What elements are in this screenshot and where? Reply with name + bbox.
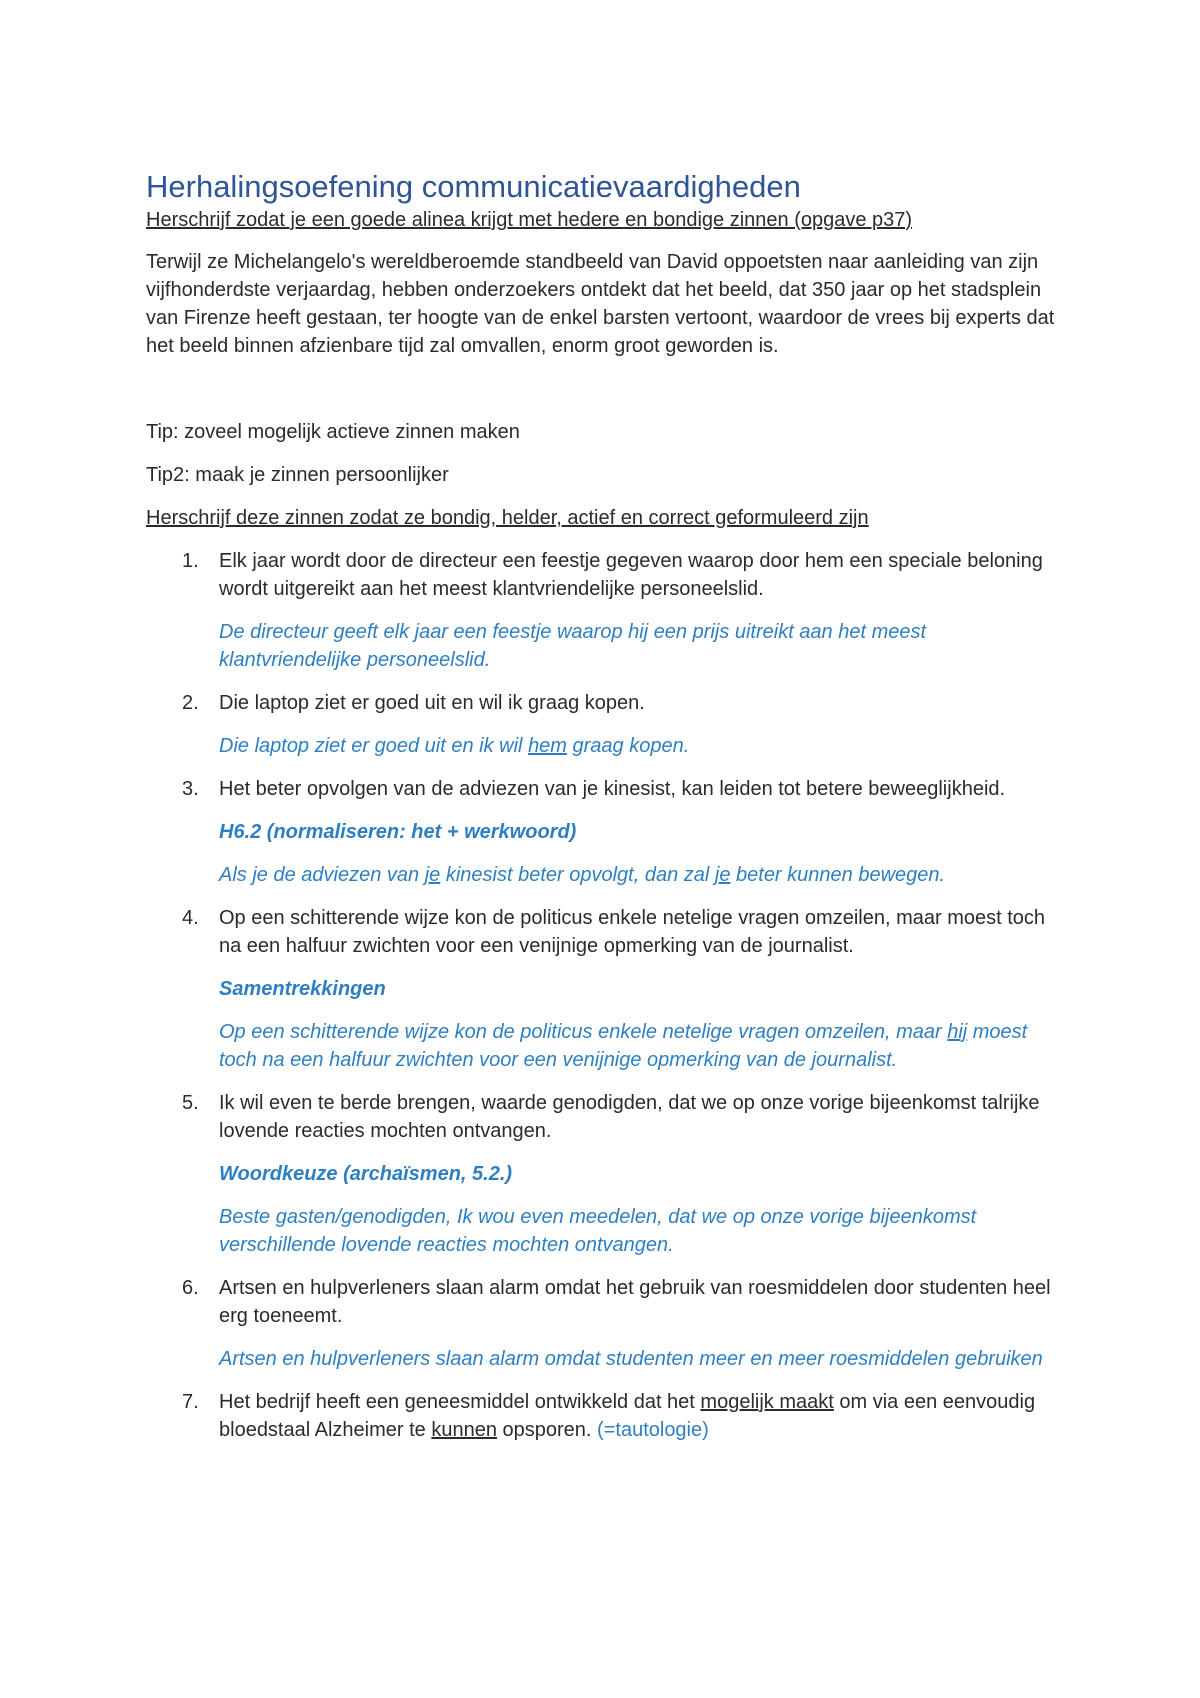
tip-2: Tip2: maak je zinnen persoonlijker (146, 464, 449, 486)
sentence-text: Het bedrijf heeft een geneesmiddel ontwikkeld dat het (219, 1391, 701, 1413)
exercise-number: 2. (182, 692, 199, 714)
exercise-label: Samentrekkingen (219, 978, 386, 1000)
answer-text: kinesist beter opvolgt, dan zal (440, 864, 715, 886)
exercise-sentence: Ik wil even te berde brengen, waarde genodigden, dat we op onze vorige bijeenkomst talrijke lovende reacties mochten ontvangen. (219, 1092, 1040, 1142)
exercise-sentence: Het beter opvolgen van de adviezen van je kinesist, kan leiden tot betere beweeglijkheid. (219, 778, 1006, 800)
exercise-item-7 (146, 1388, 1066, 1444)
exercise-label: Woordkeuze (archaïsmen, 5.2.) (219, 1163, 513, 1185)
exercise-number: 5. (182, 1092, 199, 1114)
exercise-list (146, 547, 1066, 1444)
answer-text: moest toch na een halfuur zwichten voor een venijnige opmerking van de journalist. (219, 1021, 1028, 1071)
document-body (146, 168, 1066, 1459)
exercise-answer (219, 732, 1066, 760)
sentence-text: om via een eenvoudig bloedstaal Alzheimer te (219, 1391, 1036, 1441)
exercise-answer: Artsen en hulpverleners slaan alarm omdat studenten meer en meer roesmiddelen gebruiken (219, 1348, 1043, 1370)
exercise-number: 3. (182, 778, 199, 800)
exercise-number: 4. (182, 907, 199, 929)
exercise-sentence: Artsen en hulpverleners slaan alarm omdat het gebruik van roesmiddelen door studenten heel erg toeneemt. (219, 1277, 1051, 1327)
answer-underlined: je (714, 864, 731, 886)
exercise-number: 1. (182, 550, 199, 572)
exercise-item-2 (146, 689, 1066, 760)
intro-paragraph: Terwijl ze Michelangelo's wereldberoemde standbeeld van David oppoetsten naar aanleiding van zijn vijfhonderdste verjaardag, hebben onderzoekers ontdekt dat het beeld, dat 350 jaar op het stadsplein van Firenze heeft gestaan, ter hoogte van de enkel barsten vertoont, waardoor de vrees bij experts dat het beeld binnen afzienbare tijd zal omvallen, enorm groot geworden is. (146, 251, 1055, 357)
exercise-item-1 (146, 547, 1066, 674)
tip-1: Tip: zoveel mogelijk actieve zinnen maken (146, 421, 520, 443)
sentence-underlined: kunnen (431, 1419, 497, 1441)
exercise-label: H6.2 (normaliseren: het + werkwoord) (219, 821, 577, 843)
sentence-underlined: mogelijk maakt (700, 1391, 834, 1413)
exercise-answer (219, 861, 1066, 889)
exercise-item-6 (146, 1274, 1066, 1373)
exercise-sentence: Op een schitterende wijze kon de politicus enkele netelige vragen omzeilen, maar moest toch na een halfuur zwichten voor een venijnige opmerking van de journalist. (219, 907, 1046, 957)
answer-text: Die laptop ziet er goed uit en ik wil (219, 735, 529, 757)
answer-text: Als je de adviezen van (219, 864, 425, 886)
exercise-item-4 (146, 904, 1066, 1074)
exercise-number: 6. (182, 1277, 199, 1299)
exercise-number: 7. (182, 1391, 199, 1413)
answer-text: beter kunnen bewegen. (730, 864, 946, 886)
answer-underlined: hem (528, 735, 567, 757)
exercise-item-5 (146, 1089, 1066, 1259)
answer-text: graag kopen. (566, 735, 690, 757)
answer-underlined: je (424, 864, 441, 886)
sentence-text: opsporen. (496, 1419, 598, 1441)
exercise-sentence: Die laptop ziet er goed uit en wil ik graag kopen. (219, 692, 645, 714)
exercise-answer: Beste gasten/genodigden, Ik wou even meedelen, dat we op onze vorige bijeenkomst verschillende lovende reacties mochten ontvangen. (219, 1206, 977, 1256)
instruction: Herschrijf deze zinnen zodat ze bondig, helder, actief en correct geformuleerd zijn (146, 507, 869, 529)
exercise-answer (219, 1018, 1066, 1074)
answer-underlined: hij (947, 1021, 968, 1043)
answer-text: Op een schitterende wijze kon de politicus enkele netelige vragen omzeilen, maar (219, 1021, 948, 1043)
tautology-note: (=tautologie) (597, 1419, 709, 1441)
page-title: Herhalingsoefening communicatievaardigheden (146, 169, 801, 204)
exercise-sentence: Elk jaar wordt door de directeur een feestje gegeven waarop door hem een speciale beloning wordt uitgereikt aan het meest klantvriendelijke personeelslid. (219, 550, 1043, 600)
exercise-answer: De directeur geeft elk jaar een feestje waarop hij een prijs uitreikt aan het meest klantvriendelijke personeelslid. (219, 621, 927, 671)
exercise-sentence (219, 1388, 1066, 1444)
subtitle: Herschrijf zodat je een goede alinea krijgt met hedere en bondige zinnen (opgave p37) (146, 209, 913, 231)
exercise-item-3 (146, 775, 1066, 889)
